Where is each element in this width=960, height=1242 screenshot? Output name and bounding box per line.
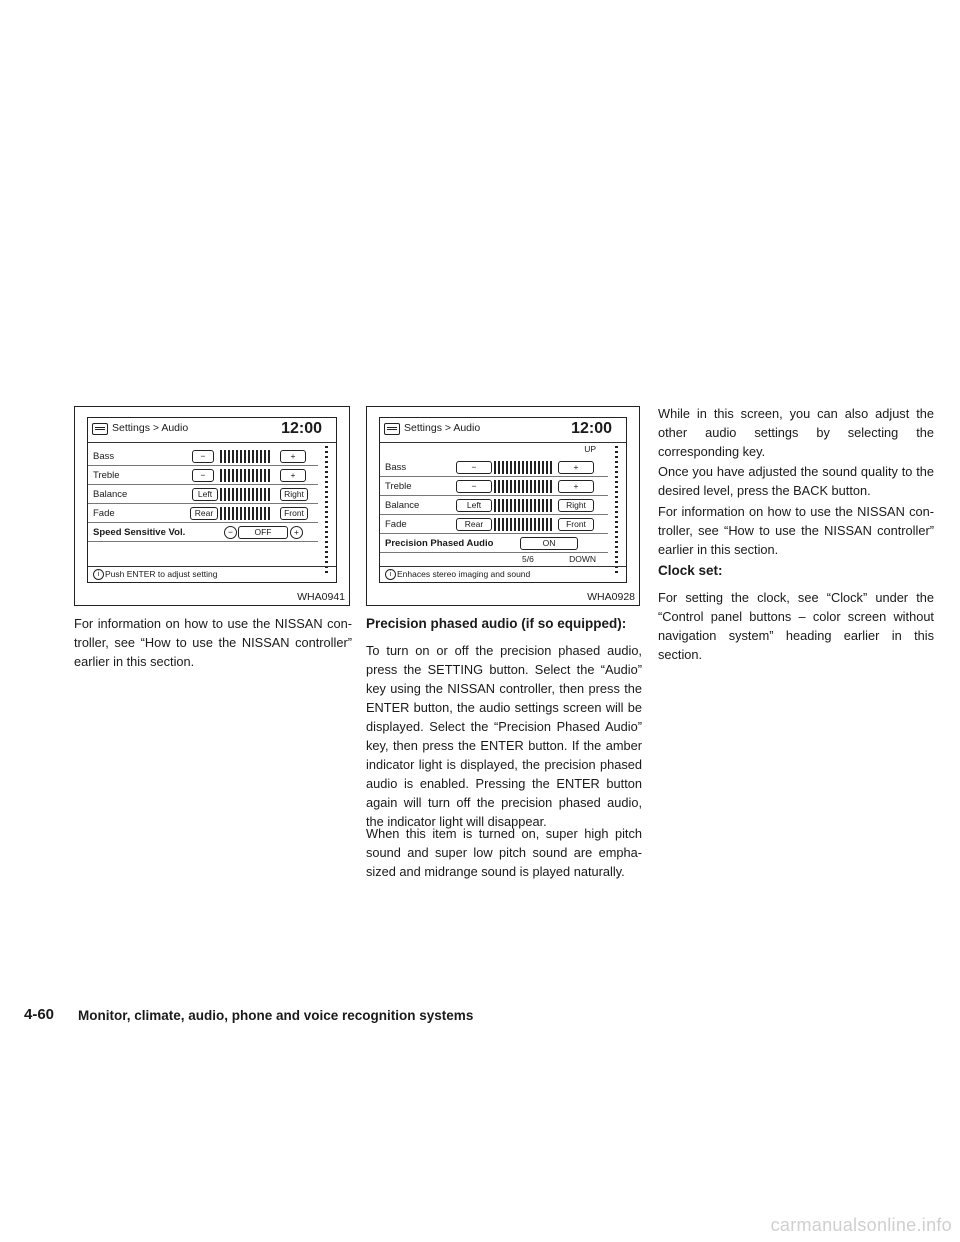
screen-header [88, 418, 336, 443]
level-tick [494, 461, 496, 474]
level-tick [264, 488, 266, 501]
scroll-dash [615, 451, 618, 453]
treble-plus-button[interactable]: + [280, 469, 306, 482]
treble-plus-button[interactable]: + [558, 480, 594, 493]
level-tick [220, 469, 222, 482]
level-tick [518, 461, 520, 474]
clock: 12:00 [571, 420, 612, 437]
info-icon: i [385, 569, 396, 580]
level-tick [248, 507, 250, 520]
level-tick [240, 469, 242, 482]
level-tick [256, 488, 258, 501]
row-label: Balance [385, 500, 420, 511]
level-tick [550, 480, 552, 493]
row-bass[interactable] [380, 458, 608, 477]
col3-paragraph-2: Once you have adjusted the sound quality to the desired level, press the BACK button. [658, 464, 934, 498]
scroll-dash [615, 541, 618, 543]
scroll-dash [615, 561, 618, 563]
row-label: Balance [93, 489, 128, 500]
level-tick [526, 499, 528, 512]
level-tick [498, 461, 500, 474]
level-tick [534, 461, 536, 474]
level-tick [522, 499, 524, 512]
level-tick [248, 488, 250, 501]
level-tick [252, 488, 254, 501]
screen-title: Settings > Audio [112, 422, 189, 434]
row-balance[interactable] [380, 496, 608, 515]
scroll-dash [615, 466, 618, 468]
scroll-dash [325, 476, 328, 478]
level-tick [256, 507, 258, 520]
scroll-dash [325, 521, 328, 523]
level-tick [260, 507, 262, 520]
level-tick [522, 480, 524, 493]
level-tick [268, 450, 270, 463]
col1-paragraph: For information on how to use the NISSAN con-troller, see “How to use the NISSAN controller” earlier in this section. [74, 616, 352, 669]
level-tick [228, 450, 230, 463]
balance-right-button[interactable]: Right [280, 488, 308, 501]
scroll-dash [615, 551, 618, 553]
level-tick [514, 480, 516, 493]
screen-header [380, 418, 626, 443]
scroll-dash [615, 476, 618, 478]
fade-level-bar [220, 507, 272, 520]
level-tick [506, 461, 508, 474]
help-footer [380, 566, 626, 582]
scroll-dash [325, 491, 328, 493]
level-tick [530, 480, 532, 493]
scroll-dash [325, 556, 328, 558]
balance-level-bar [220, 488, 272, 501]
scroll-dash [325, 541, 328, 543]
level-tick [510, 461, 512, 474]
level-tick [244, 469, 246, 482]
level-tick [248, 450, 250, 463]
level-tick [546, 461, 548, 474]
level-tick [502, 499, 504, 512]
page-indicator: 5/6 [522, 554, 534, 564]
level-tick [220, 507, 222, 520]
row-bass[interactable] [88, 447, 318, 466]
level-tick [264, 469, 266, 482]
bass-level-bar [494, 461, 554, 474]
audio-settings-screen [87, 417, 337, 583]
level-tick [240, 450, 242, 463]
level-tick [538, 480, 540, 493]
level-tick [244, 488, 246, 501]
bass-plus-button[interactable]: + [280, 450, 306, 463]
scroll-indicator [321, 446, 333, 574]
level-tick [268, 488, 270, 501]
level-tick [228, 507, 230, 520]
scroll-dash [325, 461, 328, 463]
level-tick [534, 480, 536, 493]
screen-title: Settings > Audio [404, 422, 481, 434]
row-label: Bass [93, 451, 115, 462]
fade-rear-button[interactable]: Rear [190, 507, 218, 520]
speed-vol-value[interactable]: OFF [238, 526, 288, 539]
figure-code: WHA0928 [587, 591, 635, 603]
col2-paragraph-1: To turn on or off the precision phased audio, press the SETTING button. Select the “Audio” key using the NISSAN controller, then press the ENTER button, the audio settings screen will be displayed. Select the “Precision Phased Audio” key, then press the ENTER button. If the amber indicator light is displayed, the precision phased audio is enabled. Pressing the ENTER button again will turn off the precision phased audio, the indicator light will disappear. [366, 643, 642, 829]
scroll-dash [325, 471, 328, 473]
level-tick [514, 518, 516, 531]
scroll-dash [615, 456, 618, 458]
scroll-down-label[interactable]: DOWN [569, 554, 596, 564]
level-tick [260, 488, 262, 501]
col2-paragraph-2: When this item is turned on, super high pitch sound and super low pitch sound are empha-sized and midrange sound is played naturally. [366, 826, 642, 879]
row-label: Treble [93, 470, 120, 481]
level-tick [538, 499, 540, 512]
level-tick [240, 507, 242, 520]
fade-front-button[interactable]: Front [558, 518, 594, 531]
bass-plus-button[interactable]: + [558, 461, 594, 474]
figure-wha0941 [74, 406, 350, 606]
level-tick [228, 469, 230, 482]
level-tick [252, 507, 254, 520]
row-speed-sensitive-vol[interactable] [88, 523, 318, 542]
level-tick [494, 480, 496, 493]
level-tick [236, 507, 238, 520]
bass-minus-button[interactable]: − [192, 450, 214, 463]
level-tick [530, 461, 532, 474]
treble-level-bar [494, 480, 554, 493]
scroll-dash [615, 446, 618, 448]
level-tick [518, 518, 520, 531]
row-treble[interactable] [380, 477, 608, 496]
level-tick [224, 469, 226, 482]
level-tick [232, 507, 234, 520]
level-tick [522, 518, 524, 531]
scroll-dash [325, 501, 328, 503]
scroll-dash [325, 451, 328, 453]
level-tick [256, 469, 258, 482]
level-tick [550, 518, 552, 531]
level-tick [260, 450, 262, 463]
scroll-dash [615, 461, 618, 463]
level-tick [514, 461, 516, 474]
figure-code: WHA0941 [297, 591, 345, 603]
scroll-dash [325, 466, 328, 468]
level-tick [252, 450, 254, 463]
row-label: Fade [385, 519, 407, 530]
treble-minus-button[interactable]: − [456, 480, 492, 493]
level-tick [534, 518, 536, 531]
level-tick [232, 469, 234, 482]
scroll-dash [615, 536, 618, 538]
level-tick [224, 488, 226, 501]
fade-rear-button[interactable]: Rear [456, 518, 492, 531]
col3-paragraph-4: For setting the clock, see “Clock” under the “Control panel buttons – color screen without navigation system” heading earlier in this section. [658, 590, 934, 662]
level-tick [224, 450, 226, 463]
col3-paragraph-3: For information on how to use the NISSAN con-troller, see “How to use the NISSAN controller” earlier in this section. [658, 504, 934, 557]
scroll-dash [325, 486, 328, 488]
audio-settings-screen [379, 417, 627, 583]
level-tick [506, 499, 508, 512]
precision-phased-audio-heading: Precision phased audio (if so equipped): [366, 616, 627, 631]
scroll-dash [325, 561, 328, 563]
scroll-dash [325, 531, 328, 533]
level-tick [510, 518, 512, 531]
balance-right-button[interactable]: Right [558, 499, 594, 512]
scroll-dash [325, 481, 328, 483]
balance-left-button[interactable]: Left [192, 488, 218, 501]
scroll-dash [615, 481, 618, 483]
level-tick [498, 499, 500, 512]
scroll-dash [615, 471, 618, 473]
level-tick [494, 518, 496, 531]
level-tick [518, 499, 520, 512]
scroll-dash [325, 516, 328, 518]
scroll-dash [615, 501, 618, 503]
level-tick [550, 499, 552, 512]
level-tick [260, 469, 262, 482]
level-tick [522, 461, 524, 474]
level-tick [502, 480, 504, 493]
level-tick [248, 469, 250, 482]
level-tick [530, 518, 532, 531]
row-label: Bass [385, 462, 407, 473]
level-tick [224, 507, 226, 520]
row-label: Speed Sensitive Vol. [93, 527, 186, 538]
level-tick [546, 499, 548, 512]
scroll-dash [615, 491, 618, 493]
level-tick [542, 480, 544, 493]
scroll-dash [615, 516, 618, 518]
settings-icon [384, 423, 400, 435]
level-tick [256, 450, 258, 463]
level-tick [510, 499, 512, 512]
row-fade[interactable] [380, 515, 608, 534]
clock: 12:00 [281, 420, 322, 437]
scroll-dash [615, 531, 618, 533]
clock-set-heading: Clock set: [658, 563, 723, 578]
level-tick [506, 480, 508, 493]
level-tick [510, 480, 512, 493]
row-treble[interactable] [88, 466, 318, 485]
level-tick [228, 488, 230, 501]
level-tick [550, 461, 552, 474]
level-tick [268, 507, 270, 520]
row-balance[interactable] [88, 485, 318, 504]
scroll-dash [325, 546, 328, 548]
level-tick [530, 499, 532, 512]
level-tick [542, 499, 544, 512]
level-tick [502, 461, 504, 474]
help-text: Enhaces stereo imaging and sound [397, 569, 531, 579]
bass-minus-button[interactable]: − [456, 461, 492, 474]
row-label: Treble [385, 481, 412, 492]
settings-icon [92, 423, 108, 435]
level-tick [546, 518, 548, 531]
help-text: Push ENTER to adjust setting [105, 569, 218, 579]
precision-audio-value[interactable]: ON [520, 537, 578, 550]
scroll-dash [615, 486, 618, 488]
level-tick [268, 469, 270, 482]
level-tick [502, 518, 504, 531]
level-tick [538, 518, 540, 531]
figure-wha0928 [366, 406, 640, 606]
balance-left-button[interactable]: Left [456, 499, 492, 512]
help-footer [88, 566, 336, 582]
level-tick [542, 461, 544, 474]
level-tick [498, 480, 500, 493]
level-tick [244, 507, 246, 520]
treble-level-bar [220, 469, 272, 482]
scroll-dash [325, 446, 328, 448]
scroll-dash [615, 496, 618, 498]
scroll-dash [325, 526, 328, 528]
level-tick [232, 450, 234, 463]
scroll-dash [325, 496, 328, 498]
bass-level-bar [220, 450, 272, 463]
level-tick [232, 488, 234, 501]
scroll-dash [615, 526, 618, 528]
level-tick [526, 461, 528, 474]
level-tick [514, 499, 516, 512]
col3-paragraph-1: While in this screen, you can also adjust the other audio settings by selecting the corresponding key. [658, 406, 934, 459]
page-number: 4-60 [24, 1006, 55, 1023]
scroll-dash [325, 456, 328, 458]
treble-minus-button[interactable]: − [192, 469, 214, 482]
level-tick [236, 488, 238, 501]
balance-level-bar [494, 499, 554, 512]
level-tick [264, 450, 266, 463]
level-tick [498, 518, 500, 531]
scroll-dash [325, 536, 328, 538]
level-tick [252, 469, 254, 482]
level-tick [534, 499, 536, 512]
scroll-dash [325, 511, 328, 513]
watermark: carmanualsonline.info [770, 1215, 952, 1235]
speed-vol-minus-icon[interactable]: − [224, 526, 237, 539]
row-label: Precision Phased Audio [385, 538, 494, 549]
level-tick [542, 518, 544, 531]
level-tick [546, 480, 548, 493]
speed-vol-plus-icon[interactable]: + [290, 526, 303, 539]
scroll-dash [615, 556, 618, 558]
level-tick [244, 450, 246, 463]
level-tick [506, 518, 508, 531]
row-label: Fade [93, 508, 115, 519]
level-tick [494, 499, 496, 512]
section-title: Monitor, climate, audio, phone and voice recognition systems [78, 1008, 474, 1023]
level-tick [538, 461, 540, 474]
level-tick [220, 488, 222, 501]
scroll-dash [615, 511, 618, 513]
scroll-dash [615, 506, 618, 508]
level-tick [518, 480, 520, 493]
scroll-dash [615, 521, 618, 523]
scroll-dash [615, 546, 618, 548]
row-fade[interactable] [88, 504, 318, 523]
fade-front-button[interactable]: Front [280, 507, 308, 520]
level-tick [220, 450, 222, 463]
level-tick [264, 507, 266, 520]
fade-level-bar [494, 518, 554, 531]
scroll-dash [325, 551, 328, 553]
row-precision-phased-audio[interactable] [380, 534, 608, 553]
scroll-dash [325, 506, 328, 508]
level-tick [240, 488, 242, 501]
level-tick [236, 469, 238, 482]
scroll-indicator [611, 446, 623, 574]
scroll-up-label[interactable]: UP [584, 444, 596, 454]
level-tick [526, 480, 528, 493]
info-icon: i [93, 569, 104, 580]
level-tick [236, 450, 238, 463]
level-tick [526, 518, 528, 531]
